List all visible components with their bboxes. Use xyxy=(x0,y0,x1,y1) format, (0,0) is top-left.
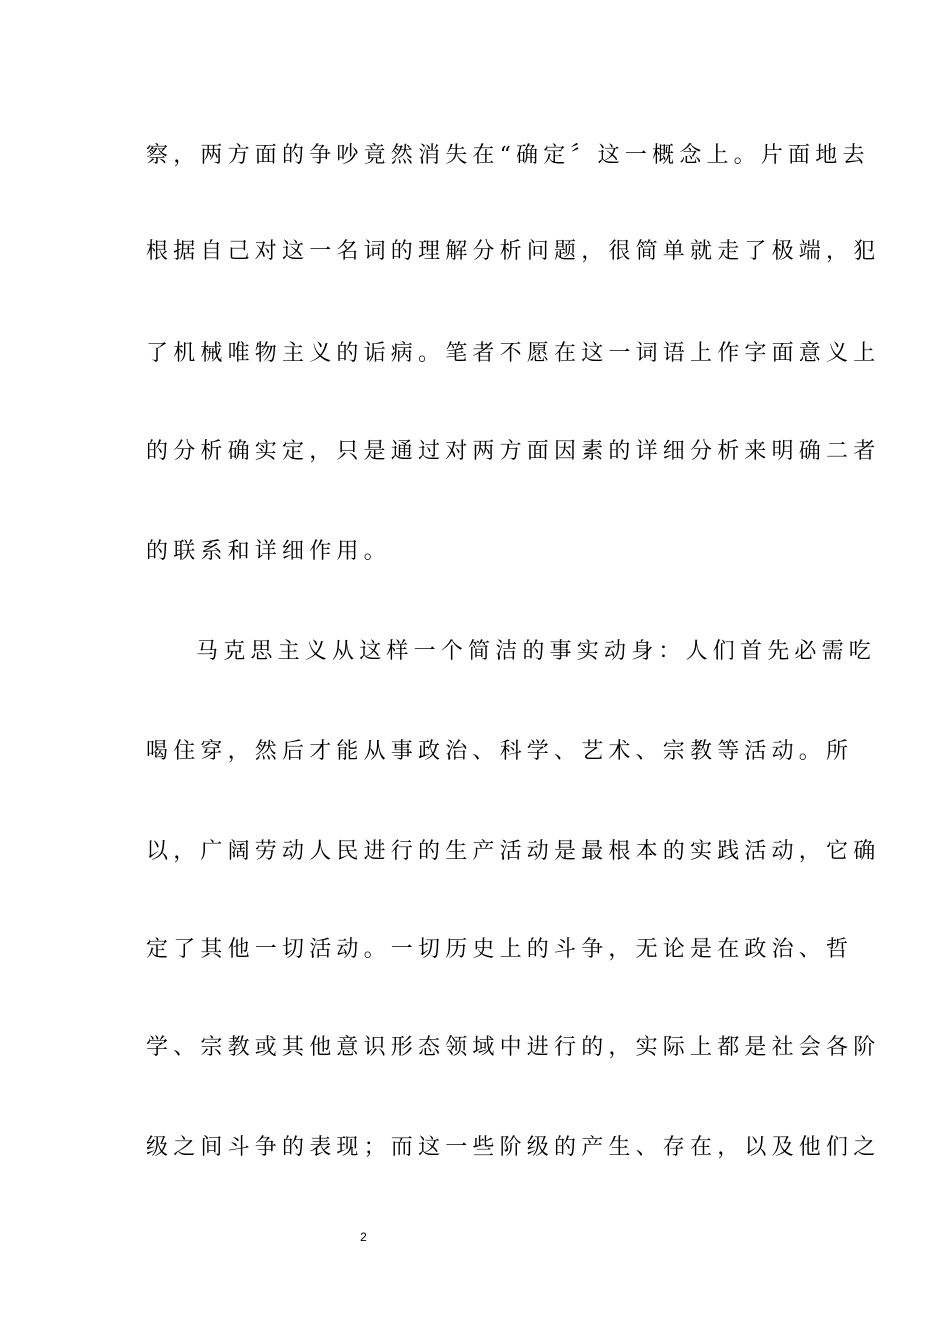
text-line-1: 察，两方面的争吵竟然消失在“确定〞这一概念上。片面地去 xyxy=(146,143,870,168)
text-line-2: 根据自己对这一名词的理解分析问题，很简单就走了极端，犯 xyxy=(146,239,881,264)
text-line-4: 的分析确实定，只是通过对两方面因素的详细分析来明确二者 xyxy=(146,439,881,464)
text-line-9: 定了其他一切活动。一切历史上的斗争，无论是在政治、哲 xyxy=(146,937,854,962)
text-line-11: 级之间斗争的表现；而这一些阶级的产生、存在，以及他们之 xyxy=(146,1135,881,1160)
page-number: 2 xyxy=(360,1230,367,1244)
text-line-8: 以，广阔劳动人民进行的生产活动是最根本的实践活动，它确 xyxy=(146,839,881,864)
text-line-3: 了机械唯物主义的诟病。笔者不愿在这一词语上作字面意义上 xyxy=(146,341,881,366)
text-line-7: 喝住穿，然后才能从事政治、科学、艺术、宗教等活动。所 xyxy=(146,739,854,764)
text-line-5: 的联系和详细作用。 xyxy=(146,539,391,564)
text-line-6: 马克思主义从这样一个简洁的事实动身：人们首先必需吃 xyxy=(196,639,877,664)
text-line-10: 学、宗教或其他意识形态领域中进行的，实际上都是社会各阶 xyxy=(146,1035,881,1060)
